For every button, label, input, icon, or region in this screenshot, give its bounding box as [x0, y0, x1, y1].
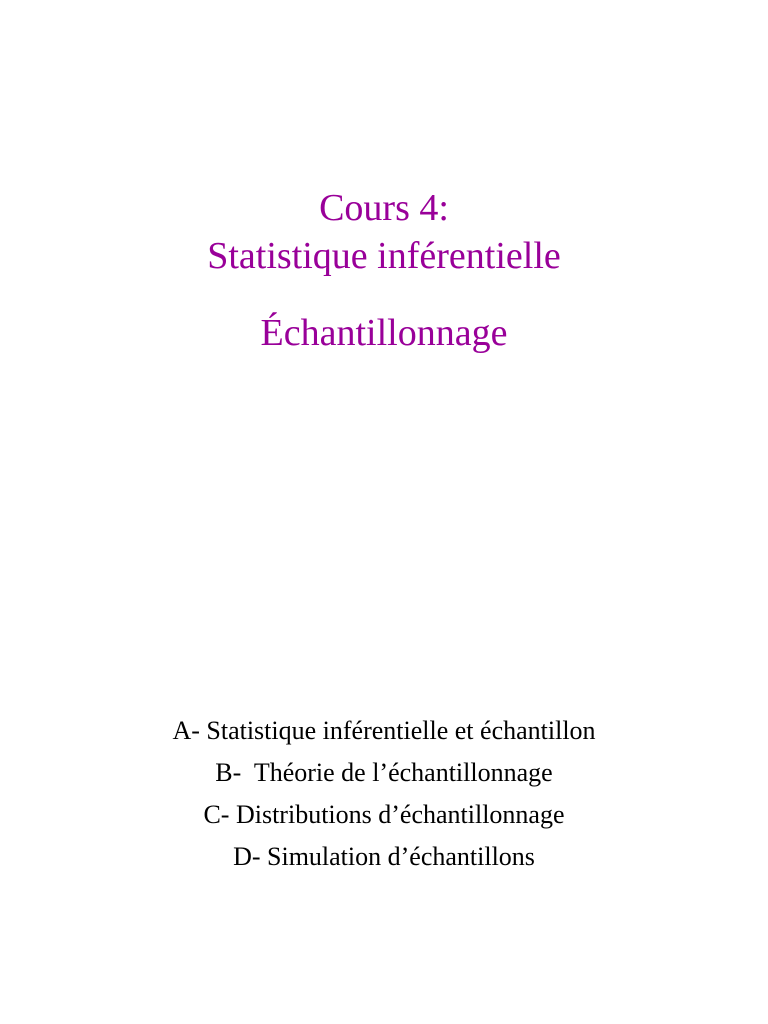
- title-line-2: Statistique inférentielle: [207, 235, 561, 277]
- outline-item-d: D- Simulation d’échantillons: [233, 842, 535, 871]
- subtitle-text: Échantillonnage: [260, 312, 508, 354]
- course-number-title: [0, 184, 768, 232]
- outline-item-a: A- Statistique inférentielle et échantillon: [172, 716, 596, 745]
- title-line-1: Cours 4:: [319, 187, 449, 229]
- outline-item-b: B- Théorie de l’échantillonnage: [215, 758, 553, 787]
- outline-item-c: C- Distributions d’échantillonnage: [203, 800, 565, 829]
- outline-list: [0, 710, 768, 878]
- course-topic-title: [0, 232, 768, 280]
- course-subtitle: [0, 309, 768, 357]
